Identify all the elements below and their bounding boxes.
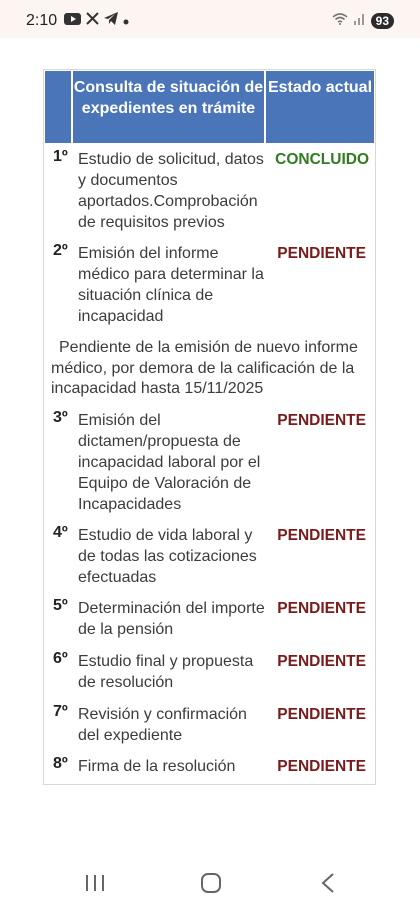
wifi-icon [332, 12, 348, 30]
home-icon[interactable] [200, 872, 222, 899]
back-icon[interactable] [320, 872, 336, 899]
pending-note: Pendiente de la emisión de nuevo informe médico, por demora de la calificación de la incapacidad hasta 15/11/2025 [51, 339, 358, 397]
step-description: Estudio de vida laboral y de todas las cotizaciones efectuadas [78, 527, 257, 586]
notification-icons [64, 12, 129, 30]
step-description: Estudio de solicitud, datos y documentos aportados.Comprobación de requisitos previos [78, 151, 264, 231]
status-badge: PENDIENTE [277, 706, 366, 723]
step-description: Revisión y confirmación del expediente [78, 706, 247, 744]
step-number: 5º [53, 597, 68, 614]
navigation-bar [0, 855, 420, 910]
status-badge: PENDIENTE [277, 527, 366, 544]
step-number: 4º [53, 524, 68, 541]
x-icon [86, 12, 99, 30]
status-time: 2:10 [26, 12, 58, 29]
step-number: 6º [53, 650, 68, 667]
recents-icon[interactable] [85, 874, 105, 897]
header-number-cell [45, 71, 71, 143]
step-number: 7º [53, 703, 68, 720]
step-number: 2º [53, 242, 68, 259]
status-bar [0, 0, 420, 38]
status-badge: PENDIENTE [277, 653, 366, 670]
step-description: Firma de la resolución [78, 758, 236, 775]
status-badge: PENDIENTE [277, 758, 366, 775]
status-badge: PENDIENTE [277, 600, 366, 617]
signal-icon [353, 12, 366, 30]
telegram-icon [104, 12, 118, 30]
step-number: 8º [53, 755, 68, 772]
step-number: 1º [53, 148, 68, 165]
status-badge: PENDIENTE [277, 245, 366, 262]
step-description: Determinación del importe de la pensión [78, 600, 265, 638]
header-estado: Estado actual [266, 71, 374, 143]
step-description: Estudio final y propuesta de resolución [78, 653, 254, 691]
status-badge: CONCLUIDO [275, 151, 369, 168]
step-description: Emisión del informe médico para determinar la situación clínica de incapacidad [78, 245, 264, 325]
table-header [45, 71, 374, 143]
dot-icon [123, 12, 129, 30]
status-badge: PENDIENTE [277, 412, 366, 429]
battery-icon: 93 [371, 13, 394, 29]
header-consulta: Consulta de situación de expedientes en trámite [73, 71, 264, 143]
system-icons [332, 12, 394, 30]
youtube-icon [64, 12, 81, 30]
step-number: 3º [53, 409, 68, 426]
step-description: Emisión del dictamen/propuesta de incapacidad laboral por el Equipo de Valoración de Incapacidades [78, 412, 261, 513]
